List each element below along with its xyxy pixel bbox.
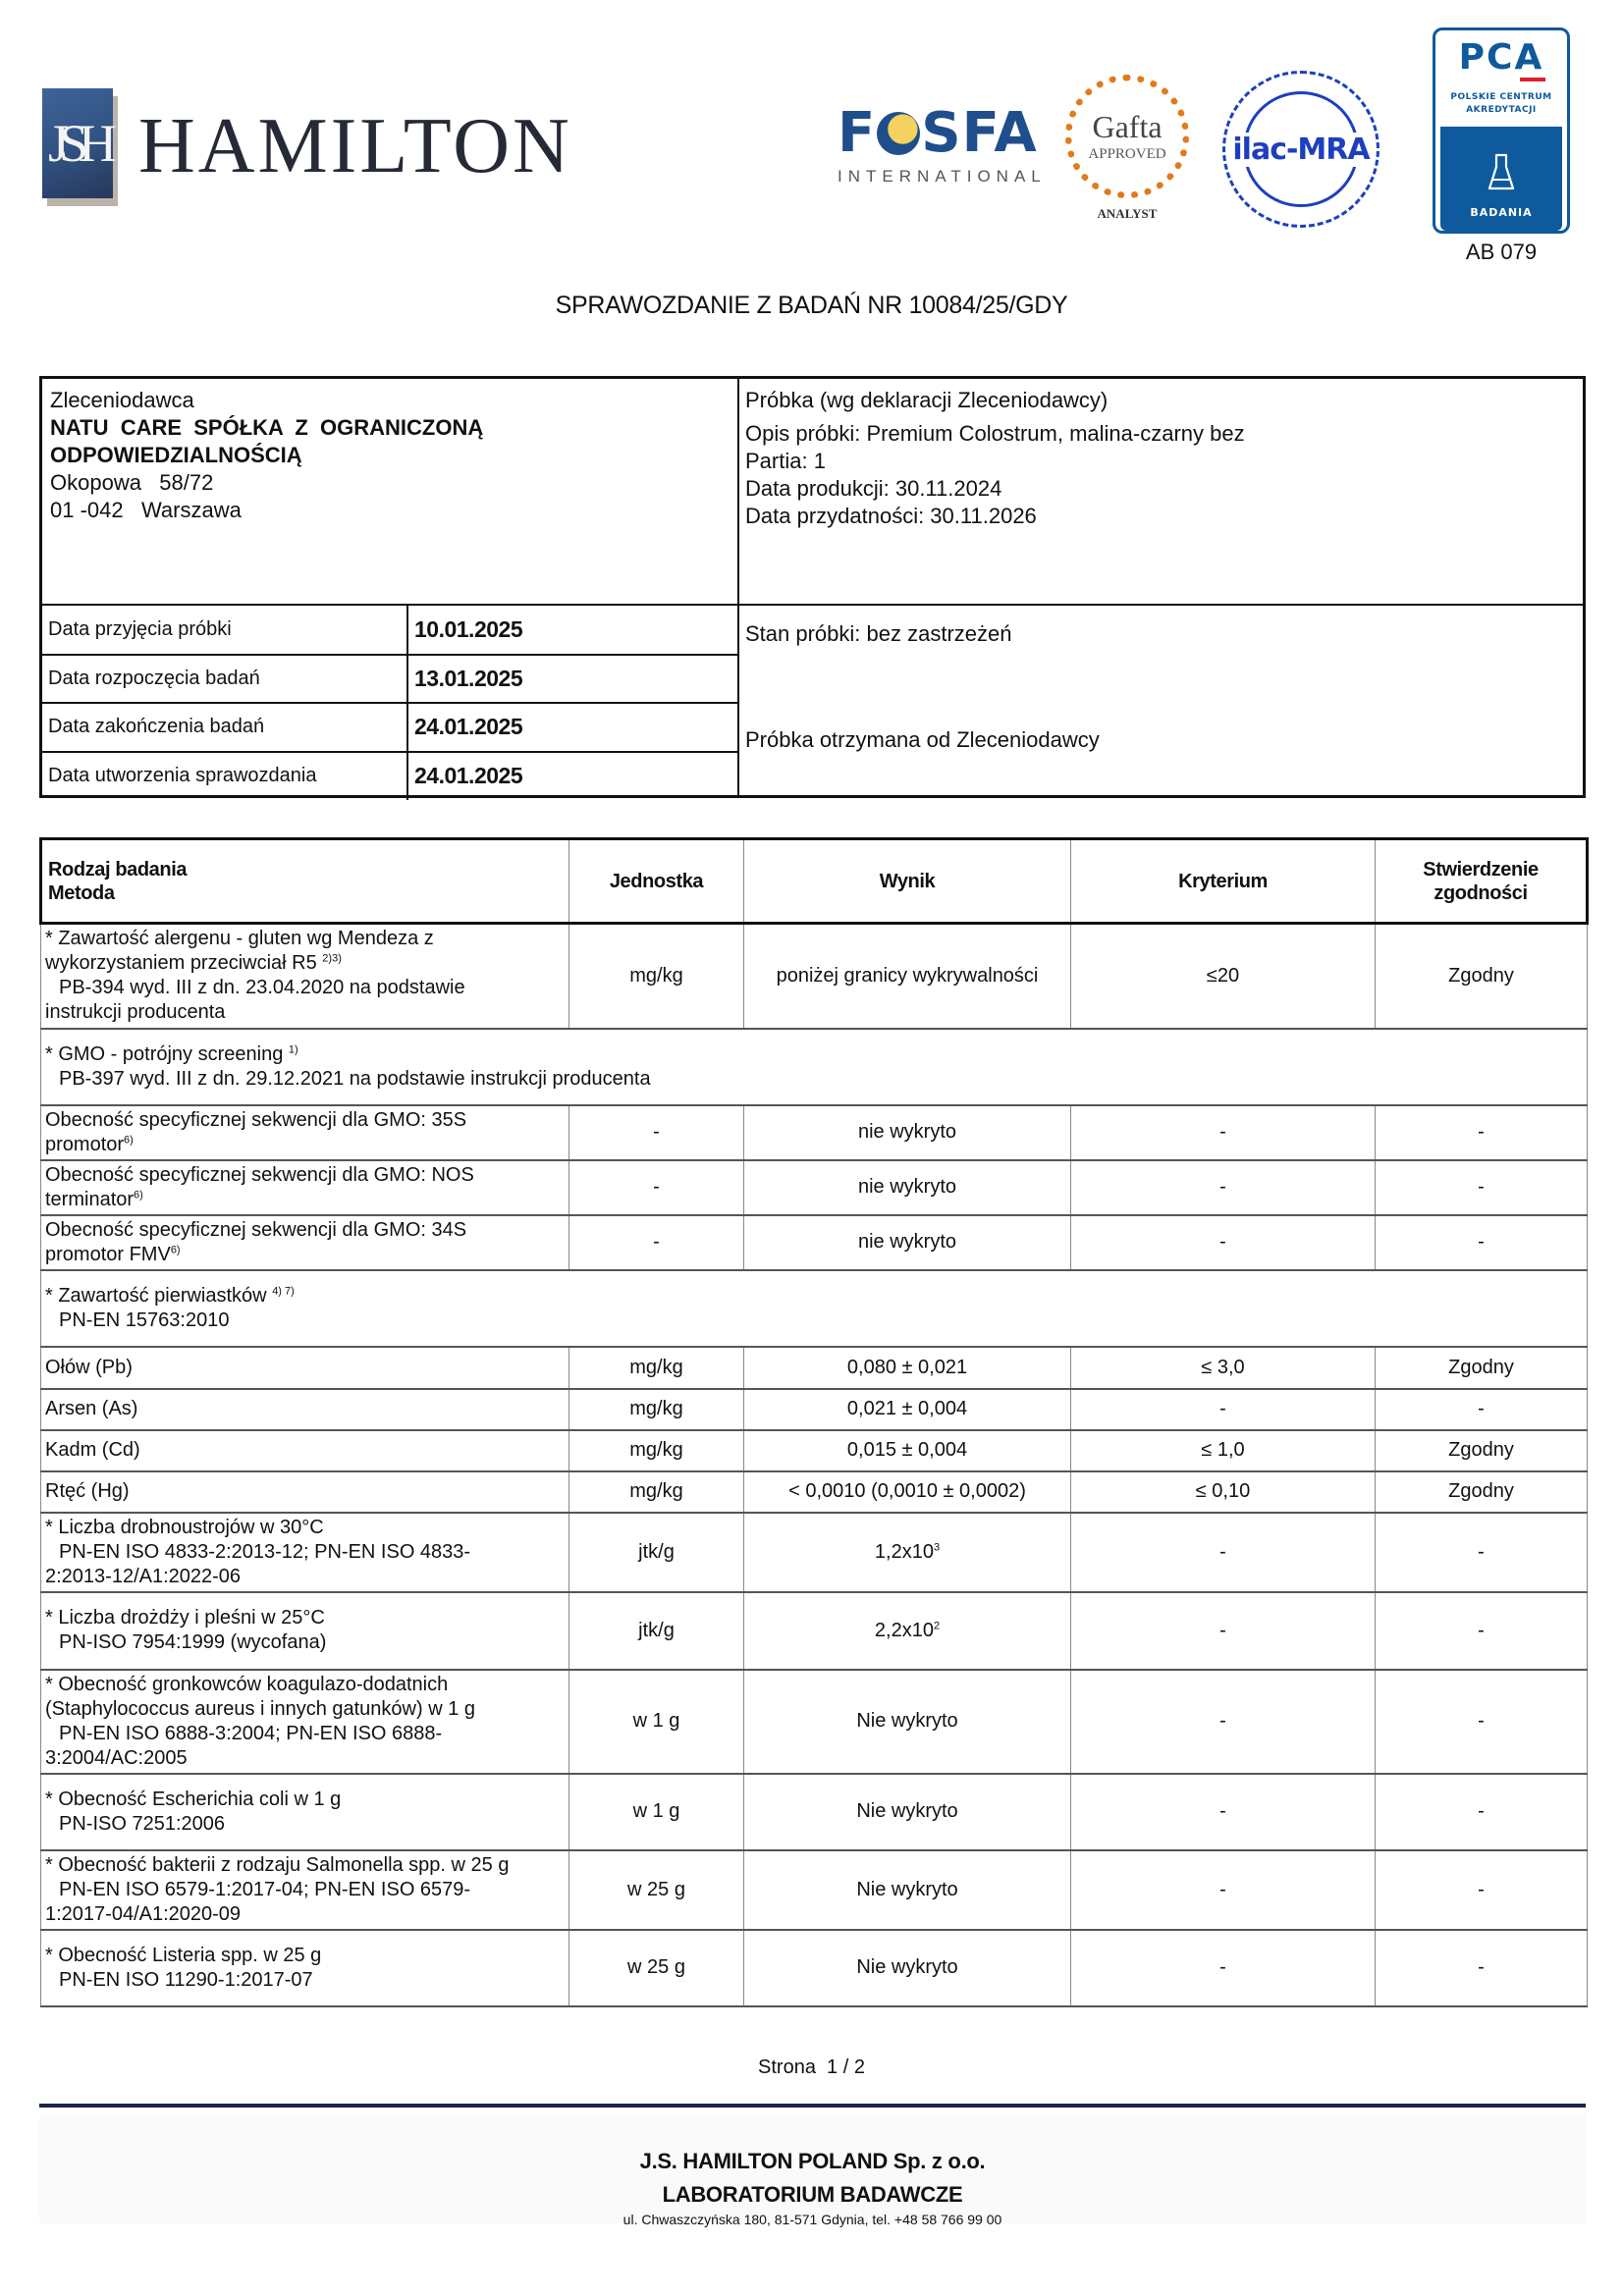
- conformity-cell: Zgodny: [1376, 924, 1588, 1029]
- conformity-cell: -: [1376, 1774, 1588, 1850]
- unit-cell: mg/kg: [569, 1430, 744, 1471]
- test-name-l2: [45, 1188, 565, 1212]
- header-unit: Jednostka: [569, 839, 744, 924]
- date-label: Data przyjęcia próbki: [42, 606, 407, 655]
- criterion-cell: ≤20: [1071, 924, 1376, 1029]
- unit-cell: -: [569, 1105, 744, 1160]
- test-name-l2: [45, 1243, 565, 1267]
- test-name-l2-text: wykorzystaniem przeciwciał R5: [45, 952, 323, 975]
- gafta-approved: APPROVED: [1088, 145, 1166, 162]
- info-box: [39, 376, 1586, 798]
- test-name: [41, 1160, 569, 1215]
- test-method-l2: 2:2013-12/A1:2022-06: [45, 1565, 242, 1587]
- test-name: Kadm (Cd): [41, 1430, 569, 1471]
- test-name-l1: * Liczba drożdży i pleśni w 25°C: [45, 1607, 325, 1629]
- result-base: 1,2x10: [874, 1540, 934, 1563]
- test-name-l1: Obecność specyficznej sekwencji dla GMO: 34S: [45, 1218, 467, 1241]
- test-name-l1: Obecność specyficznej sekwencji dla GMO: 35S: [45, 1108, 467, 1131]
- results-table: [39, 837, 1589, 2007]
- test-name-l1: * Obecność bakterii z rodzaju Salmonella spp. w 25 g: [45, 1853, 510, 1876]
- client-city: 01 -042 Warszawa: [50, 498, 242, 522]
- header-result: Wynik: [744, 839, 1071, 924]
- gafta-analyst: ANALYST: [1097, 206, 1158, 221]
- result-base: 2,2x10: [874, 1619, 934, 1641]
- date-value: 13.01.2025: [407, 655, 737, 704]
- test-name: [41, 1670, 569, 1774]
- test-method-l1: PN-EN ISO 6888-3:2004; PN-EN ISO 6888-: [59, 1722, 443, 1744]
- fosfa-word-right: SFA: [921, 101, 1038, 165]
- result-cell: 0,021 ± 0,004: [744, 1389, 1071, 1430]
- globe-icon: [877, 112, 920, 155]
- table-row-gluten: [41, 924, 1588, 1029]
- header-test-method: [41, 839, 569, 924]
- test-method-l1: PN-EN ISO 11290-1:2017-07: [59, 1968, 313, 1991]
- result-cell: Nie wykryto: [744, 1774, 1071, 1850]
- pca-badge-text: BADANIA: [1470, 206, 1533, 219]
- result-cell: Nie wykryto: [744, 1670, 1071, 1774]
- unit-cell: w 1 g: [569, 1774, 744, 1850]
- unit-cell: jtk/g: [569, 1592, 744, 1670]
- criterion-cell: ≤ 1,0: [1071, 1430, 1376, 1471]
- test-name-l2: [45, 1133, 565, 1157]
- footnote-ref: 4) 7): [272, 1284, 295, 1297]
- group-name-text: * Zawartość pierwiastków: [45, 1284, 273, 1307]
- sample-origin: Próbka otrzymana od Zleceniodawcy: [745, 727, 1100, 752]
- test-method-l1: PN-EN ISO 4833-2:2013-12; PN-EN ISO 4833-: [59, 1540, 471, 1563]
- pca-red-stripe: [1520, 78, 1545, 81]
- date-value: 24.01.2025: [407, 703, 737, 752]
- criterion-cell: -: [1071, 1513, 1376, 1592]
- result-cell: nie wykryto: [744, 1105, 1071, 1160]
- dates-table: [42, 606, 737, 800]
- client-name-line1: NATU CARE SPÓŁKA Z OGRANICZONĄ: [50, 415, 484, 440]
- result-cell: [744, 1592, 1071, 1670]
- test-name-l1: * Obecność Escherichia coli w 1 g: [45, 1788, 342, 1810]
- footnote-ref: 6): [124, 1133, 134, 1146]
- sample-batch: Partia: 1: [745, 449, 826, 473]
- date-row-received: [42, 606, 737, 655]
- client-street: Okopowa 58/72: [50, 470, 214, 495]
- table-row-elements-group: [41, 1270, 1588, 1347]
- test-name: Rtęć (Hg): [41, 1471, 569, 1513]
- criterion-cell: -: [1071, 1105, 1376, 1160]
- table-row-ecoli: [41, 1774, 1588, 1850]
- client-heading: Zleceniodawca: [50, 388, 194, 412]
- flask-icon: [1488, 153, 1515, 192]
- date-label: Data zakończenia badań: [42, 703, 407, 752]
- result-cell: [744, 1513, 1071, 1592]
- ilac-rings-icon: [1232, 91, 1370, 207]
- test-method-l2: 1:2017-04/A1:2020-09: [45, 1902, 242, 1925]
- test-method-l1: PN-ISO 7251:2006: [59, 1812, 225, 1835]
- conformity-cell: -: [1376, 1850, 1588, 1930]
- unit-cell: -: [569, 1215, 744, 1270]
- sample-production-date: Data produkcji: 30.11.2024: [745, 476, 1002, 501]
- conformity-cell: -: [1376, 1389, 1588, 1430]
- test-name-l1: * Obecność Listeria spp. w 25 g: [45, 1944, 322, 1966]
- unit-cell: -: [569, 1160, 744, 1215]
- conformity-cell: -: [1376, 1592, 1588, 1670]
- test-name: [41, 1215, 569, 1270]
- table-row-staphylococcus: [41, 1670, 1588, 1774]
- header-conformity-l1: Stwierdzenie: [1423, 858, 1539, 881]
- test-name-l2: [45, 951, 565, 976]
- criterion-cell: -: [1071, 1850, 1376, 1930]
- pca-logo: [1433, 27, 1570, 234]
- test-name-l2-text: terminator: [45, 1188, 135, 1210]
- pca-wordmark: PCA: [1458, 37, 1544, 78]
- footer-lab: LABORATORIUM BADAWCZE: [662, 2182, 963, 2207]
- group-header: [41, 1029, 1588, 1105]
- test-name: Ołów (Pb): [41, 1347, 569, 1389]
- table-row-gmo-nos: [41, 1160, 1588, 1215]
- pca-sub-line1: POLSKIE CENTRUM: [1450, 92, 1552, 102]
- gafta-wordmark: Gafta: [1092, 108, 1163, 144]
- results-header-row: [41, 839, 1588, 924]
- header-conformity-l2: zgodności: [1434, 881, 1528, 904]
- result-exponent: 3: [933, 1540, 941, 1553]
- ilac-mra-logo: [1222, 71, 1380, 228]
- client-block: [50, 387, 728, 524]
- test-name-l2: (Staphylococcus aureus i innych gatunków) w 1 g: [45, 1697, 476, 1720]
- sample-heading: Próbka (wg deklaracji Zleceniodawcy): [745, 388, 1109, 412]
- conformity-cell: -: [1376, 1215, 1588, 1270]
- test-name: Arsen (As): [41, 1389, 569, 1430]
- group-name-text: * GMO - potrójny screening: [45, 1042, 289, 1065]
- result-cell: 0,080 ± 0,021: [744, 1347, 1071, 1389]
- table-row-gmo-group: [41, 1029, 1588, 1105]
- conformity-cell: -: [1376, 1160, 1588, 1215]
- group-method: PN-EN 15763:2010: [59, 1308, 230, 1331]
- conformity-cell: Zgodny: [1376, 1430, 1588, 1471]
- date-label: Data utworzenia sprawozdania: [42, 752, 407, 801]
- conformity-cell: Zgodny: [1376, 1471, 1588, 1513]
- footer-company: J.S. HAMILTON POLAND Sp. z o.o.: [639, 2149, 986, 2173]
- test-name: [41, 1105, 569, 1160]
- unit-cell: jtk/g: [569, 1513, 744, 1592]
- result-exponent: 2: [933, 1619, 941, 1631]
- unit-cell: mg/kg: [569, 1389, 744, 1430]
- result-cell: < 0,0010 (0,0010 ± 0,0002): [744, 1471, 1071, 1513]
- sample-expiry-date: Data przydatności: 30.11.2026: [745, 504, 1037, 528]
- footnote-ref: 2)3): [322, 952, 342, 965]
- header-conformity: [1376, 839, 1588, 924]
- criterion-cell: -: [1071, 1160, 1376, 1215]
- header-test-type: Rodzaj badania: [48, 858, 188, 881]
- unit-cell: w 25 g: [569, 1930, 744, 2006]
- unit-cell: mg/kg: [569, 1347, 744, 1389]
- hamilton-wordmark: HAMILTON: [138, 103, 572, 189]
- footnote-ref: 6): [134, 1188, 143, 1201]
- test-method-l2: instrukcji producenta: [45, 1001, 226, 1024]
- date-label: Data rozpoczęcia badań: [42, 655, 407, 704]
- footnote-ref: 6): [170, 1243, 181, 1255]
- criterion-cell: -: [1071, 1389, 1376, 1430]
- group-name: [45, 1042, 1583, 1067]
- gafta-logo: [1065, 75, 1189, 222]
- conformity-cell: Zgodny: [1376, 1347, 1588, 1389]
- ilac-wordmark: ilac-MRA: [1232, 132, 1370, 167]
- date-value: 10.01.2025: [407, 606, 737, 655]
- test-name: [41, 1930, 569, 2006]
- table-row-gmo-35s: [41, 1105, 1588, 1160]
- result-cell: Nie wykryto: [744, 1930, 1071, 2006]
- criterion-cell: -: [1071, 1215, 1376, 1270]
- wheat-wreath-icon: [1065, 75, 1189, 198]
- conformity-cell: -: [1376, 1670, 1588, 1774]
- result-cell: poniżej granicy wykrywalności: [744, 924, 1071, 1029]
- unit-cell: w 1 g: [569, 1670, 744, 1774]
- date-row-created: [42, 752, 737, 801]
- sample-description: Opis próbki: Premium Colostrum, malina-czarny bez: [745, 421, 1245, 446]
- result-cell: Nie wykryto: [744, 1850, 1071, 1930]
- conformity-cell: -: [1376, 1105, 1588, 1160]
- monogram-text: JSH: [47, 114, 108, 173]
- unit-cell: mg/kg: [569, 1471, 744, 1513]
- date-row-end: [42, 703, 737, 752]
- criterion-cell: -: [1071, 1930, 1376, 2006]
- group-header: [41, 1270, 1588, 1347]
- test-name: [41, 1774, 569, 1850]
- accreditation-code: AB 079: [1465, 240, 1538, 264]
- footnote-ref: 1): [288, 1042, 298, 1055]
- jsh-monogram-icon: [42, 88, 113, 198]
- fosfa-logo: [838, 101, 1047, 187]
- result-cell: 0,015 ± 0,004: [744, 1430, 1071, 1471]
- hamilton-logo: [42, 88, 572, 198]
- header-method: Metoda: [48, 881, 115, 904]
- test-name-l1: * Liczba drobnoustrojów w 30°C: [45, 1516, 324, 1538]
- header-criterion: Kryterium: [1071, 839, 1376, 924]
- conformity-cell: -: [1376, 1930, 1588, 2006]
- test-method-l2: 3:2004/AC:2005: [45, 1746, 188, 1769]
- criterion-cell: ≤ 0,10: [1071, 1471, 1376, 1513]
- table-row-microbes: [41, 1513, 1588, 1592]
- pca-sub-line2: AKREDYTACJI: [1466, 104, 1537, 115]
- criterion-cell: -: [1071, 1592, 1376, 1670]
- test-name: [41, 1592, 569, 1670]
- sample-block: [745, 387, 1570, 530]
- report-title: SPRAWOZDANIE Z BADAŃ NR 10084/25/GDY: [555, 292, 1068, 319]
- criterion-cell: ≤ 3,0: [1071, 1347, 1376, 1389]
- page-number: Strona 1 / 2: [758, 2056, 865, 2078]
- table-row-listeria: [41, 1930, 1588, 2006]
- test-method-l1: PB-394 wyd. III z dn. 23.04.2020 na podstawie: [59, 977, 465, 999]
- group-method: PB-397 wyd. III z dn. 29.12.2021 na podstawie instrukcji producenta: [59, 1067, 651, 1090]
- date-value: 24.01.2025: [414, 763, 523, 789]
- table-row-mercury: [41, 1471, 1588, 1513]
- client-name-line2: ODPOWIEDZIALNOŚCIĄ: [50, 443, 302, 467]
- test-method-l1: PN-EN ISO 6579-1:2017-04; PN-EN ISO 6579-: [59, 1878, 471, 1900]
- group-name: [45, 1284, 1583, 1308]
- footer-address: ul. Chwaszczyńska 180, 81-571 Gdynia, tel. +48 58 766 99 00: [622, 2212, 1002, 2227]
- date-row-start: [42, 655, 737, 704]
- unit-cell: w 25 g: [569, 1850, 744, 1930]
- table-row-cadmium: [41, 1430, 1588, 1471]
- test-name-l1: * Zawartość alergenu - gluten wg Mendeza z: [45, 928, 434, 950]
- table-row-salmonella: [41, 1850, 1588, 1930]
- test-method-l1: PN-ISO 7954:1999 (wycofana): [59, 1631, 327, 1653]
- test-name-l2-text: promotor FMV: [45, 1243, 171, 1265]
- unit-cell: mg/kg: [569, 924, 744, 1029]
- table-row-gmo-34s: [41, 1215, 1588, 1270]
- sample-condition: Stan próbki: bez zastrzeżeń: [745, 621, 1012, 646]
- fosfa-subtitle: INTERNATIONAL: [838, 167, 1047, 186]
- table-row-arsenic: [41, 1389, 1588, 1430]
- test-name: [41, 1850, 569, 1930]
- criterion-cell: -: [1071, 1774, 1376, 1850]
- footer: [39, 2115, 1586, 2227]
- test-name: [41, 924, 569, 1029]
- test-name-l1: Obecność specyficznej sekwencji dla GMO: NOS: [45, 1163, 474, 1186]
- table-row-yeast-mould: [41, 1592, 1588, 1670]
- criterion-cell: -: [1071, 1670, 1376, 1774]
- conformity-cell: -: [1376, 1513, 1588, 1592]
- result-cell: nie wykryto: [744, 1215, 1071, 1270]
- test-name-l1: * Obecność gronkowców koagulazo-dodatnich: [45, 1673, 449, 1695]
- footer-divider: [39, 2104, 1586, 2108]
- test-name: [41, 1513, 569, 1592]
- fosfa-word-left: F: [838, 101, 877, 165]
- table-row-lead: [41, 1347, 1588, 1389]
- result-cell: nie wykryto: [744, 1160, 1071, 1215]
- test-name-l2-text: promotor: [45, 1133, 125, 1155]
